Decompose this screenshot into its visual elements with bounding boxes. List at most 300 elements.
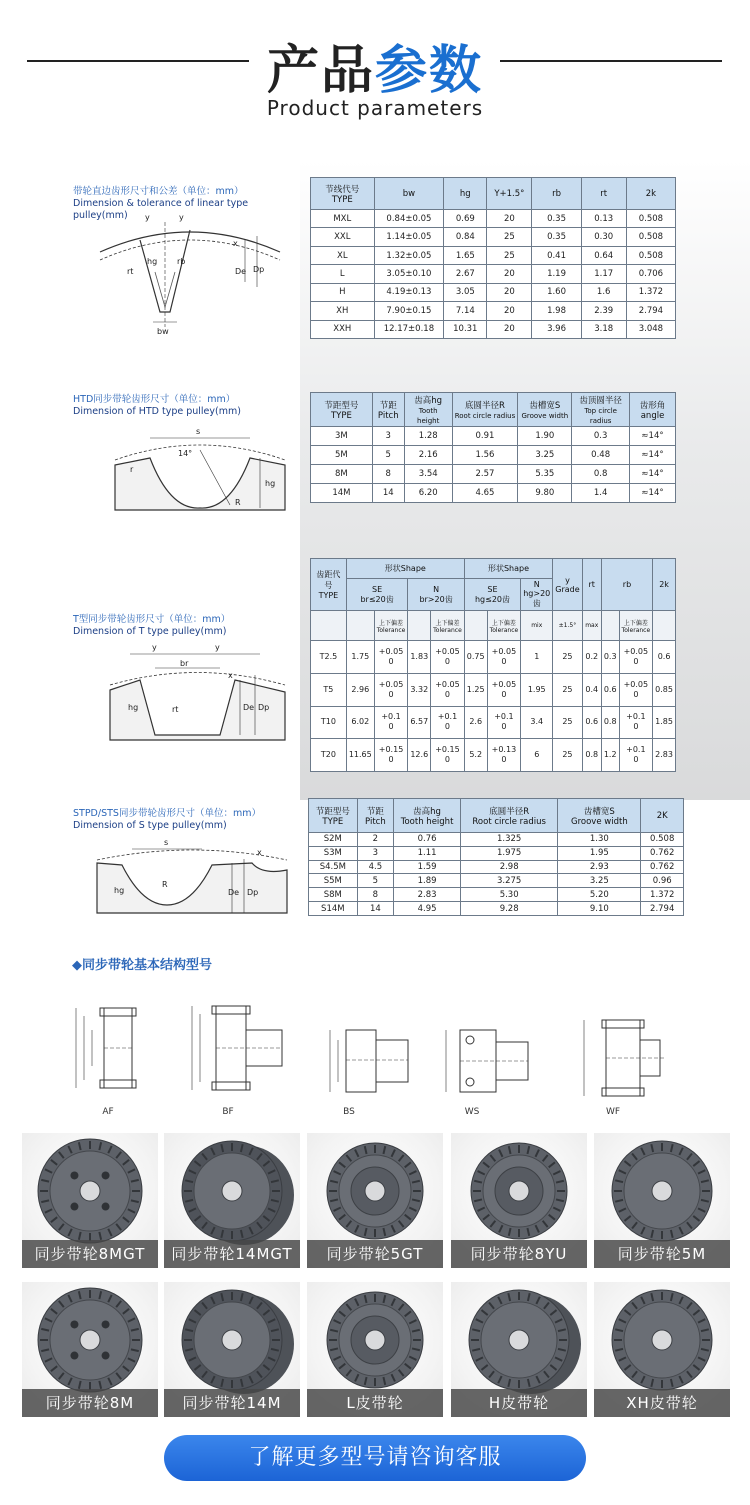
drawing-label-af: AF — [102, 1107, 114, 1117]
table-cell: 6 — [521, 739, 553, 772]
table-cell: 7.14 — [444, 302, 487, 320]
table-cell: 0.48 — [572, 446, 630, 465]
diagram-label: r — [130, 465, 134, 474]
table-cell: 0.76 — [394, 833, 461, 847]
table-cell: 4.5 — [357, 860, 393, 874]
table-row — [311, 673, 676, 706]
diagram-label: bw — [157, 327, 169, 336]
col-header: 齿顶圆半径 Top circle radius — [572, 393, 630, 427]
col-header: hg — [444, 178, 487, 210]
table-cell: 1.59 — [394, 860, 461, 874]
linear-pulley-diagram — [95, 212, 285, 337]
table-cell: 0.85 — [653, 673, 676, 706]
diagram-label: x — [228, 671, 233, 680]
table-cell: 5M — [311, 446, 373, 465]
table-cell: 3.048 — [626, 320, 675, 338]
table-cell: T2.5 — [311, 641, 347, 674]
table-cell: 0.8 — [582, 739, 601, 772]
table-cell: ≈14° — [630, 465, 676, 484]
table-cell: 0.41 — [532, 246, 581, 264]
col-header: 节线代号 TYPE — [311, 178, 375, 210]
table-cell: 1.89 — [394, 874, 461, 888]
table-cell: 9.80 — [518, 484, 572, 503]
diagram-label: R — [162, 880, 168, 889]
table-cell: 1.85 — [653, 706, 676, 739]
table-cell: 25 — [487, 246, 532, 264]
table-row — [309, 860, 684, 874]
htd-pulley-table — [310, 392, 676, 503]
table-cell: 0.508 — [626, 228, 675, 246]
col-header: 齿槽宽S Groove width — [558, 799, 641, 833]
col-header: rb — [532, 178, 581, 210]
col-header: 齿高hg Tooth height — [394, 799, 461, 833]
product-label: XH皮带轮 — [594, 1389, 730, 1417]
table-cell: 1 — [521, 641, 553, 674]
drawing-label-wf: WF — [605, 1107, 621, 1117]
table-cell: 2.93 — [558, 860, 641, 874]
table-cell: 1.372 — [626, 283, 675, 301]
col-header: SE br≤20齿 — [346, 579, 408, 611]
diagram-label: hg — [265, 479, 276, 488]
diagram-label: y — [179, 213, 184, 222]
table-cell: +0.05 0 — [374, 673, 408, 706]
table-cell: 3.05 — [444, 283, 487, 301]
table-cell: S4.5M — [309, 860, 358, 874]
table-cell: ≈14° — [630, 446, 676, 465]
table-cell: 8M — [311, 465, 373, 484]
product-tile[interactable] — [594, 1282, 730, 1417]
table-cell: 4.95 — [394, 902, 461, 916]
table-cell: 25 — [553, 706, 582, 739]
table-row — [311, 706, 676, 739]
col-header: 2k — [653, 559, 676, 611]
t-pulley-table — [310, 558, 676, 772]
table-body — [309, 833, 684, 916]
table-cell: +0.05 0 — [487, 641, 521, 674]
table-cell: S8M — [309, 888, 358, 902]
table-cell: ≈14° — [630, 427, 676, 446]
table-cell: 20 — [487, 265, 532, 283]
diagram-label: y — [145, 213, 150, 222]
table-cell: 3.275 — [461, 874, 558, 888]
table-cell: +0.05 0 — [431, 641, 465, 674]
table-row — [311, 739, 676, 772]
col-header: rt — [581, 178, 626, 210]
table-cell: 5 — [357, 874, 393, 888]
table-cell: XL — [311, 246, 375, 264]
table-cell: 2.57 — [452, 465, 518, 484]
table-cell: 1.95 — [558, 846, 641, 860]
product-tile[interactable] — [594, 1133, 730, 1268]
table-cell: 14 — [372, 484, 404, 503]
table-cell: 1.975 — [461, 846, 558, 860]
col-header: 形状Shape — [464, 559, 552, 579]
linear-pulley-table — [310, 177, 676, 339]
table-row — [311, 302, 676, 320]
diagram-label: y — [215, 643, 220, 652]
product-tile[interactable] — [164, 1133, 300, 1268]
col-header: 2K — [641, 799, 684, 833]
table-cell: 0.3 — [572, 427, 630, 446]
table-cell: 1.372 — [641, 888, 684, 902]
table-cell: 3.96 — [532, 320, 581, 338]
table-cell: 3 — [372, 427, 404, 446]
table-cell: 9.28 — [461, 902, 558, 916]
drawing-af — [76, 1008, 136, 1088]
diagram-label: rb — [177, 257, 186, 266]
table-cell: 0.8 — [601, 706, 619, 739]
col-header: 底圆半径R Root circle radius — [452, 393, 518, 427]
table-cell: 5.30 — [461, 888, 558, 902]
table-cell: 1.95 — [521, 673, 553, 706]
table-cell: 3M — [311, 427, 373, 446]
table-cell: 0.508 — [626, 246, 675, 264]
table-cell: 1.75 — [346, 641, 374, 674]
table-cell: 1.4 — [572, 484, 630, 503]
col-header: 上下偏差 Tolerance — [619, 611, 653, 641]
diagram-label: x — [233, 239, 238, 248]
product-label: 同步带轮14MGT — [164, 1240, 300, 1268]
table-cell: L — [311, 265, 375, 283]
table-cell: H — [311, 283, 375, 301]
table-cell: 5 — [372, 446, 404, 465]
col-header: 齿形角 angle — [630, 393, 676, 427]
col-header: max — [582, 611, 601, 641]
table-cell: 1.325 — [461, 833, 558, 847]
table-cell: 6.57 — [408, 706, 431, 739]
section4-caption: STPD/STS同步带轮齿形尺寸（单位：mm） Dimension of S type pulley(mm) — [73, 808, 261, 831]
table-row — [311, 427, 676, 446]
table-cell: 0.35 — [532, 210, 581, 228]
table-cell: 0.84±0.05 — [374, 210, 444, 228]
col-header: Y+1.5° — [487, 178, 532, 210]
table-cell: 25 — [487, 228, 532, 246]
col-header: mix — [521, 611, 553, 641]
table-row — [311, 641, 676, 674]
table-cell: S3M — [309, 846, 358, 860]
product-label: L皮带轮 — [307, 1389, 443, 1417]
drawing-wf — [584, 1020, 666, 1096]
table-cell: 0.84 — [444, 228, 487, 246]
table-cell: +0.15 0 — [431, 739, 465, 772]
table-cell: +0.05 0 — [619, 641, 653, 674]
table-cell: 0.6 — [582, 706, 601, 739]
col-header: 齿槽宽S Groove width — [518, 393, 572, 427]
table-row — [311, 228, 676, 246]
diagram-label: s — [164, 838, 169, 847]
table-cell: 7.90±0.15 — [374, 302, 444, 320]
htd-pulley-diagram — [110, 420, 290, 515]
table-cell: 4.65 — [452, 484, 518, 503]
table-cell: 0.762 — [641, 860, 684, 874]
table-row — [309, 846, 684, 860]
table-cell: 2 — [357, 833, 393, 847]
col-header: rb — [601, 559, 652, 611]
col-header: SE hg≤20齿 — [464, 579, 520, 611]
table-cell: +0.05 0 — [431, 673, 465, 706]
col-header: 节距型号 TYPE — [311, 393, 373, 427]
product-label: 同步带轮8MGT — [22, 1240, 158, 1268]
table-cell: 11.65 — [346, 739, 374, 772]
col-header: 齿距代号 TYPE — [311, 559, 347, 611]
table-cell: +0.13 0 — [487, 739, 521, 772]
table-cell: 20 — [487, 320, 532, 338]
structure-drawings — [66, 990, 686, 1115]
table-cell: +0.05 0 — [487, 673, 521, 706]
s-pulley-diagram — [92, 835, 292, 915]
drawing-bs — [330, 1030, 408, 1092]
table-cell: 5.2 — [464, 739, 487, 772]
product-tile[interactable] — [451, 1133, 587, 1268]
table-cell: 0.706 — [626, 265, 675, 283]
diagram-label: s — [196, 427, 201, 436]
diagram-label: R — [235, 498, 241, 507]
product-label: 同步带轮8M — [22, 1389, 158, 1417]
table-cell: 1.90 — [518, 427, 572, 446]
diagram-label: hg — [147, 257, 158, 266]
table-cell: 2.83 — [394, 888, 461, 902]
diagram-label: 14° — [178, 449, 193, 458]
col-header: 节距 Pitch — [372, 393, 404, 427]
table-cell: +0.1 0 — [619, 706, 653, 739]
table-cell: 25 — [553, 673, 582, 706]
diagram-label: rt — [127, 267, 134, 276]
table-cell: 0.69 — [444, 210, 487, 228]
table-cell: 1.28 — [404, 427, 452, 446]
table-cell: +0.15 0 — [374, 739, 408, 772]
col-header: 2k — [626, 178, 675, 210]
table-cell: 1.25 — [464, 673, 487, 706]
table-cell: 0.75 — [464, 641, 487, 674]
table-cell: +0.1 0 — [374, 706, 408, 739]
table-cell: 14 — [357, 902, 393, 916]
col-header: 节距型号 TYPE — [309, 799, 358, 833]
table-cell: +0.1 0 — [487, 706, 521, 739]
col-header: ±1.5° — [553, 611, 582, 641]
table-row — [311, 446, 676, 465]
table-row — [311, 246, 676, 264]
table-row — [311, 283, 676, 301]
table-cell: 5.20 — [558, 888, 641, 902]
table-cell: 2.794 — [641, 902, 684, 916]
table-cell: 1.56 — [452, 446, 518, 465]
section3-caption: T型同步带轮齿形尺寸（单位：mm） Dimension of T type pulley(mm) — [73, 614, 231, 637]
col-header: N hg>20齿 — [521, 579, 553, 611]
diagram-label: Dp — [253, 265, 265, 274]
table-cell: +0.05 0 — [374, 641, 408, 674]
table-cell: 3.05±0.10 — [374, 265, 444, 283]
table-cell: 1.30 — [558, 833, 641, 847]
product-tile[interactable] — [22, 1133, 158, 1268]
table-cell: 6.02 — [346, 706, 374, 739]
drawing-bf — [192, 1006, 282, 1090]
page-title: 产品参数 — [266, 41, 484, 101]
table-cell: 20 — [487, 210, 532, 228]
diagram-label: De — [228, 888, 240, 897]
table-row — [309, 833, 684, 847]
col-header: rt — [582, 559, 601, 611]
table-cell: 1.2 — [601, 739, 619, 772]
section1-caption: 带轮直边齿形尺寸和公差（单位：mm） Dimension & tolerance of linear type pulley(mm) — [73, 186, 249, 221]
col-header: 上下偏差 Tolerance — [374, 611, 408, 641]
product-tile[interactable] — [307, 1282, 443, 1417]
table-cell: 0.96 — [641, 874, 684, 888]
table-row — [311, 320, 676, 338]
col-header: 底圆半径R Root circle radius — [461, 799, 558, 833]
s-pulley-table — [308, 798, 684, 916]
table-cell: 4.19±0.13 — [374, 283, 444, 301]
diagram-label: br — [180, 659, 189, 668]
drawing-label-ws: WS — [464, 1107, 480, 1117]
table-cell: 0.91 — [452, 427, 518, 446]
table-cell: 1.83 — [408, 641, 431, 674]
col-header: 节距 Pitch — [357, 799, 393, 833]
col-header: bw — [374, 178, 444, 210]
table-cell: 0.508 — [626, 210, 675, 228]
table-cell: 0.6 — [653, 641, 676, 674]
table-cell: 1.6 — [581, 283, 626, 301]
table-cell: 0.30 — [581, 228, 626, 246]
product-label: 同步带轮8YU — [451, 1240, 587, 1268]
col-header: 形状Shape — [346, 559, 464, 579]
table-cell: 3.4 — [521, 706, 553, 739]
table-cell: 5.35 — [518, 465, 572, 484]
drawing-label-bf: BF — [222, 1107, 234, 1117]
table-cell: 20 — [487, 283, 532, 301]
table-cell: 3 — [357, 846, 393, 860]
col-header: y Grade — [553, 559, 582, 611]
structure-heading: ◆同步带轮基本结构型号 — [72, 958, 212, 973]
col-header: 齿高hg Tooth height — [404, 393, 452, 427]
diagram-label: hg — [128, 703, 139, 712]
table-cell: 25 — [553, 739, 582, 772]
table-cell: 0.8 — [572, 465, 630, 484]
table-cell: S5M — [309, 874, 358, 888]
table-cell: 25 — [553, 641, 582, 674]
table-cell: 2.83 — [653, 739, 676, 772]
diagram-label: De — [235, 267, 247, 276]
col-header: 上下偏差 Tolerance — [431, 611, 465, 641]
table-cell: 12.6 — [408, 739, 431, 772]
table-cell: +0.1 0 — [619, 739, 653, 772]
diagram-label: hg — [114, 886, 125, 895]
table-cell: 1.32±0.05 — [374, 246, 444, 264]
section2-caption: HTD同步带轮齿形尺寸（单位：mm） Dimension of HTD type pulley(mm) — [73, 394, 241, 417]
table-cell: S2M — [309, 833, 358, 847]
table-row — [311, 484, 676, 503]
table-row — [309, 888, 684, 902]
table-cell: 9.10 — [558, 902, 641, 916]
table-cell: XXL — [311, 228, 375, 246]
table-cell: 14M — [311, 484, 373, 503]
table-cell: 2.794 — [626, 302, 675, 320]
table-cell: 3.32 — [408, 673, 431, 706]
product-tile[interactable] — [451, 1282, 587, 1417]
table-row — [311, 210, 676, 228]
table-cell: 2.6 — [464, 706, 487, 739]
table-cell: 2.16 — [404, 446, 452, 465]
table-cell: 0.3 — [601, 641, 619, 674]
table-cell: T20 — [311, 739, 347, 772]
table-cell: 3.18 — [581, 320, 626, 338]
table-cell: 8 — [372, 465, 404, 484]
table-cell: 1.11 — [394, 846, 461, 860]
table-cell: 2.39 — [581, 302, 626, 320]
table-cell: ≈14° — [630, 484, 676, 503]
table-cell: 1.17 — [581, 265, 626, 283]
table-cell: 20 — [487, 302, 532, 320]
table-cell: 8 — [357, 888, 393, 902]
table-cell: +0.05 0 — [619, 673, 653, 706]
diagram-label: rt — [172, 705, 179, 714]
table-cell: 2.98 — [461, 860, 558, 874]
table-cell: 3.25 — [518, 446, 572, 465]
product-tile[interactable] — [164, 1282, 300, 1417]
table-cell: 12.17±0.18 — [374, 320, 444, 338]
table-body — [311, 427, 676, 503]
table-cell: 0.4 — [582, 673, 601, 706]
product-label: H皮带轮 — [451, 1389, 587, 1417]
table-cell: 1.98 — [532, 302, 581, 320]
table-cell: 3.54 — [404, 465, 452, 484]
table-cell: 0.2 — [582, 641, 601, 674]
table-cell: XH — [311, 302, 375, 320]
product-tile[interactable] — [22, 1282, 158, 1417]
table-cell: 1.65 — [444, 246, 487, 264]
table-row — [309, 874, 684, 888]
table-cell: 0.6 — [601, 673, 619, 706]
table-cell: MXL — [311, 210, 375, 228]
table-cell: 0.64 — [581, 246, 626, 264]
drawing-ws — [446, 1030, 528, 1092]
table-row — [311, 265, 676, 283]
product-label: 同步带轮14M — [164, 1389, 300, 1417]
table-cell: 2.96 — [346, 673, 374, 706]
contact-service-button[interactable]: 了解更多型号请咨询客服 — [164, 1435, 586, 1481]
page-subtitle: Product parameters — [266, 96, 484, 120]
table-cell: 0.35 — [532, 228, 581, 246]
table-cell: 3.25 — [558, 874, 641, 888]
diagram-label: y — [152, 643, 157, 652]
table-cell: 0.13 — [581, 210, 626, 228]
table-row — [311, 465, 676, 484]
table-cell: 0.508 — [641, 833, 684, 847]
table-cell: S14M — [309, 902, 358, 916]
table-cell: +0.1 0 — [431, 706, 465, 739]
drawing-label-bs: BS — [343, 1107, 355, 1117]
table-cell: T5 — [311, 673, 347, 706]
product-label: 同步带轮5M — [594, 1240, 730, 1268]
table-body — [311, 210, 676, 339]
product-tile[interactable] — [307, 1133, 443, 1268]
col-header: 上下偏差 Tolerance — [487, 611, 521, 641]
diagram-label: Dp — [247, 888, 259, 897]
table-cell: XXH — [311, 320, 375, 338]
table-body — [311, 641, 676, 772]
product-label: 同步带轮5GT — [307, 1240, 443, 1268]
table-cell: 2.67 — [444, 265, 487, 283]
table-cell: 1.14±0.05 — [374, 228, 444, 246]
table-cell: 10.31 — [444, 320, 487, 338]
table-cell: 0.762 — [641, 846, 684, 860]
table-row — [309, 902, 684, 916]
table-cell: T10 — [311, 706, 347, 739]
table-cell: 1.19 — [532, 265, 581, 283]
table-cell: 6.20 — [404, 484, 452, 503]
t-pulley-diagram — [100, 640, 295, 745]
table-cell: 1.60 — [532, 283, 581, 301]
diagram-label: Dp — [258, 703, 270, 712]
